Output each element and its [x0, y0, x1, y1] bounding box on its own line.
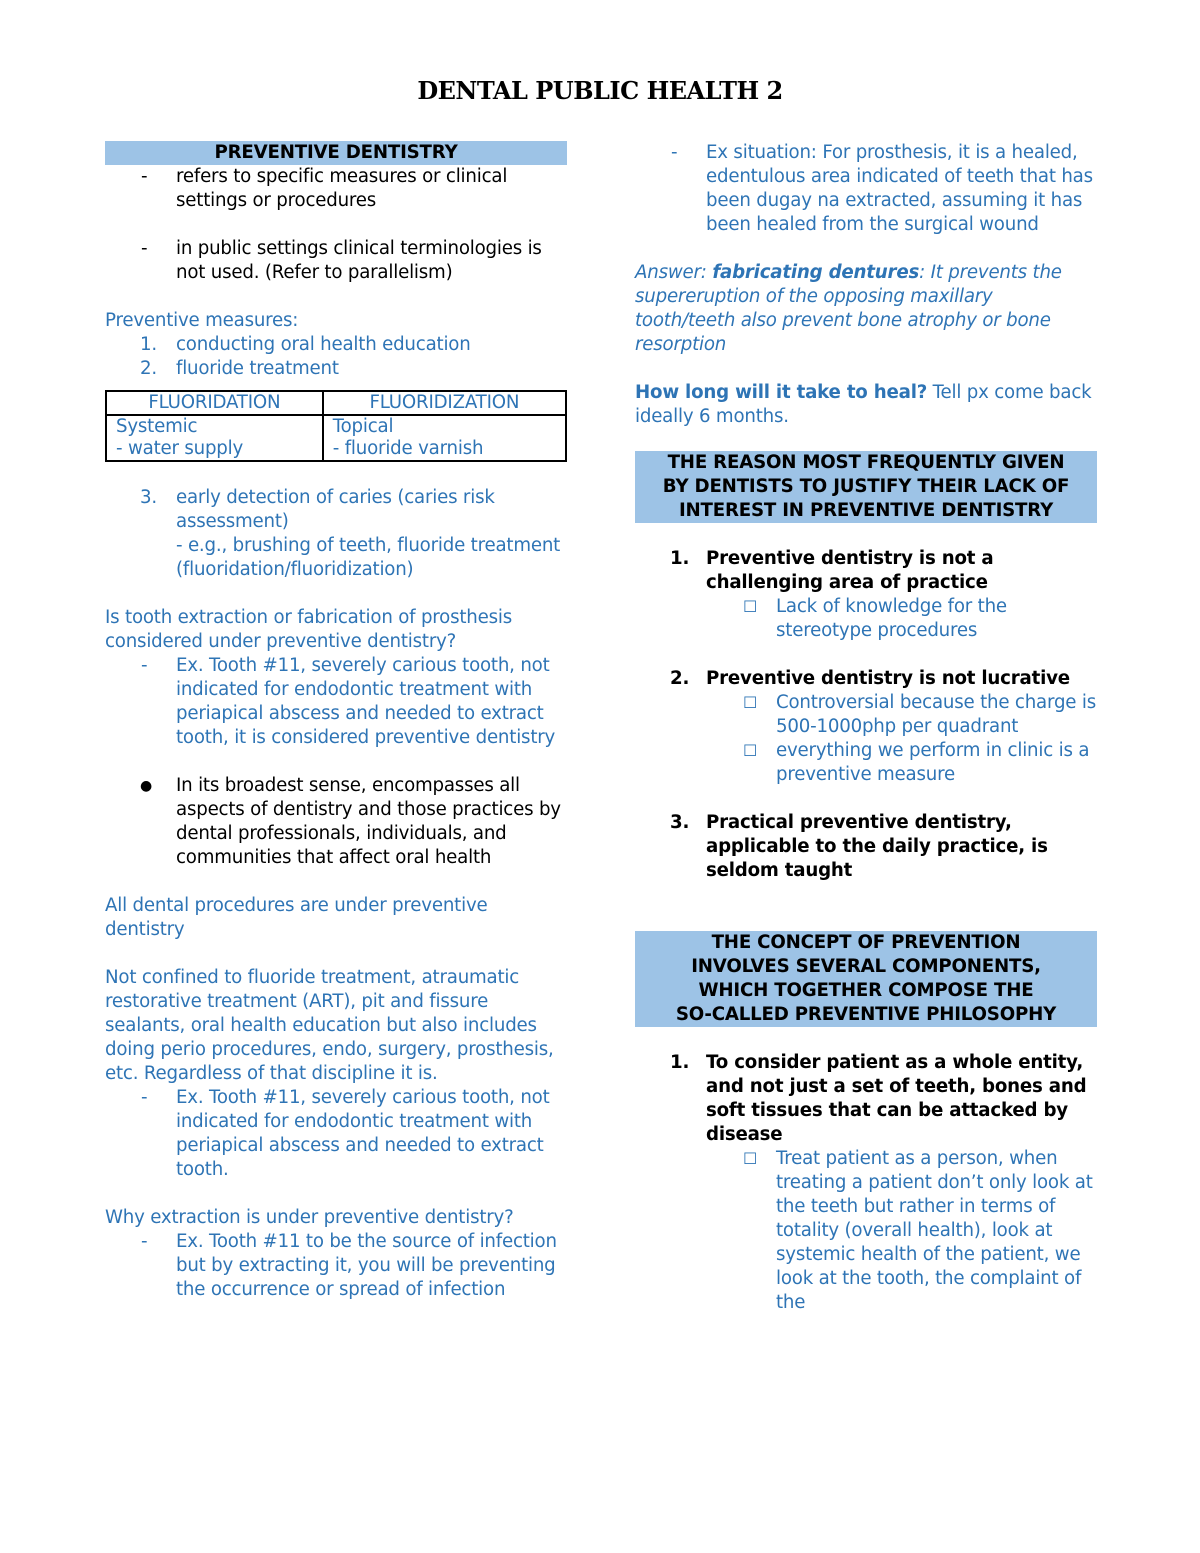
- checkbox-icon: ☐: [743, 693, 758, 712]
- question: Why extraction is under preventive dentistry?: [105, 1207, 514, 1228]
- note: All dental procedures are under preventive dentistry: [105, 895, 488, 940]
- list-item: 3. early detection of caries (caries risk assessment) - e.g., brushing of teeth, fluoride treatment (fluoridation/fluoridization): [140, 487, 561, 580]
- fluoride-table: [105, 390, 567, 462]
- checkbox-icon: ☐: [743, 1149, 758, 1168]
- sub-item: ☐ everything we perform in clinic is a preventive measure: [743, 740, 1090, 785]
- bullet-item: ● In its broadest sense, encompasses all aspects of dentistry and those practices by dental professionals, individuals, and communities that affect oral health: [140, 775, 561, 868]
- list-item: - in public settings clinical terminologies is not used. (Refer to parallelism): [141, 238, 542, 283]
- sub-item: ☐ Treat patient as a person, when treating a patient don’t only look at the teeth but rather in terms of totality (overall health), look at systemic health of the patient, we look at the tooth, the complaint of the: [743, 1148, 1093, 1313]
- table-cell: Topical - fluoride varnish: [323, 415, 566, 461]
- list-item: 1. conducting oral health education: [140, 334, 471, 355]
- list-item: - Ex. Tooth #11 to be the source of infection but by extracting it, you will be preventing the occurrence or spread of infection: [141, 1231, 557, 1300]
- right-column: [635, 141, 1097, 1315]
- list-item: - refers to specific measures or clinical settings or procedures: [141, 166, 508, 211]
- checkbox-icon: ☐: [743, 597, 758, 616]
- measures-label: Preventive measures:: [105, 310, 299, 331]
- note: Not confined to fluoride treatment, atraumatic restorative treatment (ART), pit and fissure sealants, oral health education but also includes doing perio procedures, endo, surgery, prosthesis, etc. Regardless of that discipline it is.: [105, 967, 554, 1084]
- list-item: - Ex. Tooth #11, severely carious tooth, not indicated for endodontic treatment with periapical abscess and needed to extract tooth, it is considered preventive dentistry: [141, 655, 556, 748]
- list-item: 2. fluoride treatment: [140, 358, 339, 379]
- page-title: DENTAL PUBLIC HEALTH 2: [417, 76, 783, 105]
- table-header: FLUORIDIZATION: [323, 391, 566, 415]
- section-header-prevention-concept: THE CONCEPT OF PREVENTION INVOLVES SEVERAL COMPONENTS, WHICH TOGETHER COMPOSE THE SO-CALLED PREVENTIVE PHILOSOPHY: [635, 931, 1097, 1027]
- section-header-preventive-dentistry: PREVENTIVE DENTISTRY: [105, 141, 567, 165]
- sub-item: ☐ Controversial because the charge is 500-1000php per quadrant: [743, 692, 1096, 737]
- bullet-icon: ●: [140, 778, 153, 794]
- sub-item: ☐ Lack of knowledge for the stereotype procedures: [743, 596, 1007, 641]
- list-item: - Ex situation: For prosthesis, it is a healed, edentulous area indicated of teeth that has been dugay na extracted, assuming it has been healed from the surgical wound: [671, 142, 1093, 235]
- checkbox-icon: ☐: [743, 741, 758, 760]
- section-header-reasons: THE REASON MOST FREQUENTLY GIVEN BY DENTISTS TO JUSTIFY THEIR LACK OF INTEREST IN PREVENTIVE DENTISTRY: [635, 451, 1097, 523]
- reason-item: 1. Preventive dentistry is not a challenging area of practice: [670, 548, 994, 593]
- reason-item: 3. Practical preventive dentistry, applicable to the daily practice, is seldom taught: [670, 812, 1048, 881]
- reason-item: 2. Preventive dentistry is not lucrative: [670, 668, 1070, 689]
- list-item: - Ex. Tooth #11, severely carious tooth, not indicated for endodontic treatment with periapical abscess and needed to extract tooth.: [141, 1087, 550, 1180]
- heal-paragraph: How long will it take to heal? Tell px come back ideally 6 months.: [635, 382, 1092, 427]
- table-header: FLUORIDATION: [106, 391, 323, 415]
- component-item: 1. To consider patient as a whole entity, and not just a set of teeth, bones and soft tissues that can be attacked by disease: [670, 1052, 1087, 1145]
- answer-paragraph: Answer: fabricating dentures: It prevents the supereruption of the opposing maxillary tooth/teeth also prevent bone atrophy or bone resorption: [635, 262, 1062, 355]
- left-column: [105, 141, 567, 1302]
- table-cell: Systemic - water supply: [106, 415, 323, 461]
- question: Is tooth extraction or fabrication of prosthesis considered under preventive dentistry?: [105, 607, 513, 652]
